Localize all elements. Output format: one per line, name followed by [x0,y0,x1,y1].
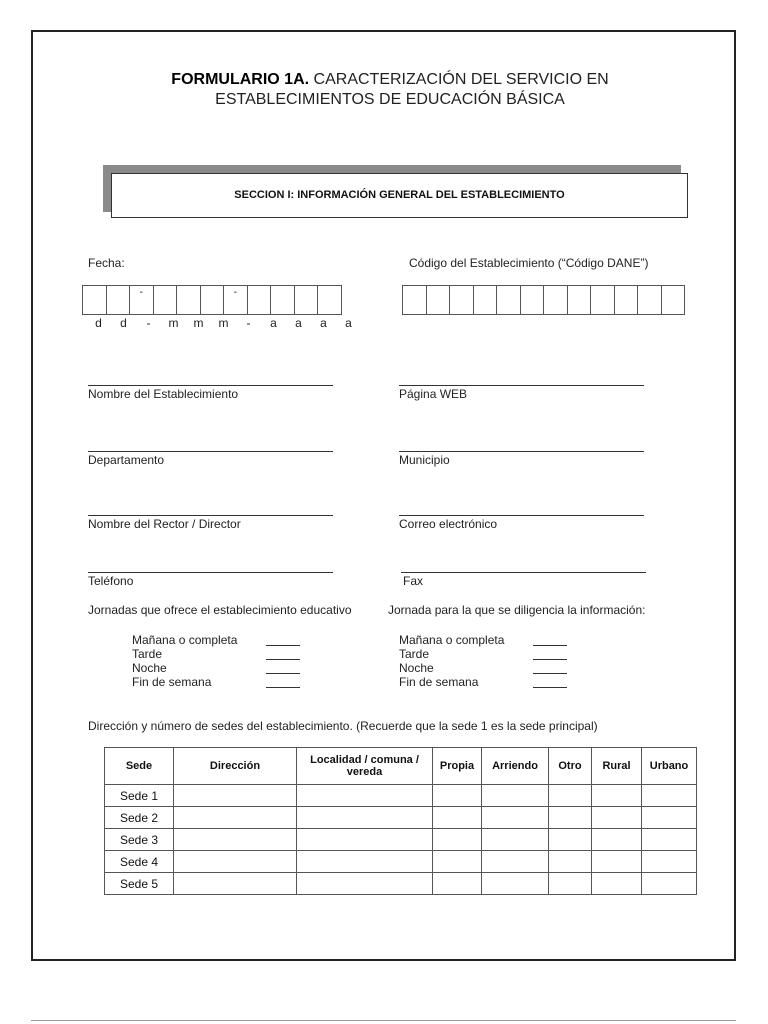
sede-label: Sede 3 [105,829,174,851]
table-cell[interactable] [549,807,592,829]
dane-code-box[interactable] [567,285,592,315]
column-header: Localidad / comuna / vereda [297,748,433,785]
municipio-label: Municipio [399,453,450,467]
fax-label: Fax [403,574,424,588]
table-cell[interactable] [297,829,433,851]
dane-code-box[interactable] [543,285,568,315]
table-cell[interactable] [482,785,549,807]
table-cell[interactable] [642,873,697,895]
table-cell[interactable] [592,785,642,807]
option-blank[interactable] [533,661,567,674]
section-heading: SECCION I: INFORMACIÓN GENERAL DEL ESTABLECIMIENTO [111,173,688,218]
form-title-prefix: FORMULARIO 1A. [171,71,310,88]
correo-label: Correo electrónico [399,517,498,531]
option-label: Tarde [399,647,430,661]
list-item [132,661,300,675]
table-row [105,807,697,829]
option-label: Tarde [132,647,163,661]
dane-code-box[interactable] [402,285,427,315]
date-format-char: a [320,316,327,330]
table-row [105,785,697,807]
option-blank[interactable] [533,675,567,688]
table-cell[interactable] [549,851,592,873]
table-row [105,829,697,851]
date-format-char: m [168,316,179,330]
list-item [399,661,567,675]
column-header: Dirección [174,748,297,785]
table-cell[interactable] [174,829,297,851]
table-cell[interactable] [297,851,433,873]
list-item [132,633,300,647]
option-label: Noche [132,661,167,675]
list-item [399,675,567,689]
option-label: Mañana o completa [132,633,238,647]
table-cell[interactable] [433,807,482,829]
date-format-char: - [146,316,151,330]
table-cell[interactable] [433,829,482,851]
dane-code-label: Código del Establecimiento (“Código DANE”) [409,256,649,270]
date-box[interactable] [200,285,225,315]
table-cell[interactable] [297,807,433,829]
table-cell[interactable] [592,829,642,851]
dane-code-box[interactable] [614,285,639,315]
telefono-label: Teléfono [88,574,134,588]
table-row [105,851,697,873]
date-box[interactable] [294,285,319,315]
jornadas-ofrece-list [132,633,300,689]
column-header: Arriendo [482,748,549,785]
dane-code-box[interactable] [496,285,521,315]
table-cell[interactable] [482,829,549,851]
table-cell[interactable] [642,829,697,851]
departamento-label: Departamento [88,453,165,467]
dane-code-box[interactable] [661,285,686,315]
date-box[interactable] [270,285,295,315]
option-blank[interactable] [266,633,300,646]
table-row [105,873,697,895]
table-cell[interactable] [297,873,433,895]
dane-code-boxes [402,285,685,315]
date-box[interactable] [153,285,178,315]
table-cell[interactable] [433,851,482,873]
option-label: Mañana o completa [399,633,505,647]
sedes-intro: Dirección y número de sedes del establecimiento. (Recuerde que la sede 1 es la sede principal) [88,719,598,733]
correo-line[interactable] [399,515,644,516]
list-item [399,647,567,661]
table-cell[interactable] [642,851,697,873]
option-blank[interactable] [266,647,300,660]
telefono-line[interactable] [88,572,333,573]
sede-label: Sede 2 [105,807,174,829]
date-format-char: a [295,316,302,330]
table-cell[interactable] [592,807,642,829]
municipio-line[interactable] [399,451,644,452]
form-title-line2: ESTABLECIMIENTOS DE EDUCACIÓN BÁSICA [215,91,565,108]
date-format-char: - [246,316,251,330]
table-cell[interactable] [592,851,642,873]
date-format-char: m [218,316,229,330]
dane-code-box[interactable] [426,285,451,315]
table-cell[interactable] [174,785,297,807]
dane-code-box[interactable] [449,285,474,315]
date-format-char: m [193,316,204,330]
sedes-table [104,747,697,895]
option-blank[interactable] [266,675,300,688]
date-box[interactable] [247,285,272,315]
nombre-establecimiento-label: Nombre del Establecimiento [88,387,239,401]
column-header: Otro [549,748,592,785]
column-header: Urbano [642,748,697,785]
sede-label: Sede 5 [105,873,174,895]
list-item [399,633,567,647]
dane-code-box[interactable] [520,285,545,315]
pagina-web-label: Página WEB [399,387,468,401]
pagina-web-line[interactable] [399,385,644,386]
column-header: Sede [105,748,174,785]
list-item [132,647,300,661]
column-header: Propia [433,748,482,785]
departamento-line[interactable] [88,451,333,452]
fax-line[interactable] [401,572,646,573]
table-cell[interactable] [482,807,549,829]
table-cell[interactable] [642,807,697,829]
date-box[interactable] [82,285,107,315]
date-separator-box: - [129,285,154,315]
date-box[interactable] [176,285,201,315]
dane-code-box[interactable] [637,285,662,315]
date-format-char: d [95,316,102,330]
table-cell[interactable] [592,873,642,895]
dane-code-box[interactable] [590,285,615,315]
dane-code-box[interactable] [473,285,498,315]
date-format-char: d [120,316,127,330]
table-cell[interactable] [433,873,482,895]
date-format-char: a [270,316,277,330]
jornada-diligencia-list [399,633,567,689]
list-item [132,675,300,689]
date-format-char: a [345,316,352,330]
nombre-establecimiento-line[interactable] [88,385,333,386]
option-label: Fin de semana [399,675,479,689]
option-blank[interactable] [266,661,300,674]
table-cell[interactable] [174,873,297,895]
date-label: Fecha: [88,256,125,270]
table-cell[interactable] [297,785,433,807]
date-format-hint [86,316,361,330]
option-blank[interactable] [533,633,567,646]
date-box[interactable] [317,285,342,315]
option-blank[interactable] [533,647,567,660]
jornada-diligencia-label: Jornada para la que se diligencia la información: [388,603,646,617]
sede-label: Sede 1 [105,785,174,807]
table-cell[interactable] [549,873,592,895]
form-title-line1: CARACTERIZACIÓN DEL SERVICIO EN [313,71,609,88]
form-title [90,70,690,110]
table-cell[interactable] [174,807,297,829]
table-cell[interactable] [433,785,482,807]
table-cell[interactable] [174,851,297,873]
column-header: Rural [592,748,642,785]
date-box[interactable] [106,285,131,315]
next-page-edge [31,1020,736,1021]
date-boxes [82,285,342,315]
table-cell[interactable] [642,785,697,807]
table-header-row [105,748,697,785]
date-separator-box: - [223,285,248,315]
sede-label: Sede 4 [105,851,174,873]
rector-line[interactable] [88,515,333,516]
rector-label: Nombre del Rector / Director [88,517,241,531]
table-cell[interactable] [549,785,592,807]
table-cell[interactable] [482,873,549,895]
option-label: Fin de semana [132,675,212,689]
option-label: Noche [399,661,434,675]
table-cell[interactable] [482,851,549,873]
jornadas-ofrece-label: Jornadas que ofrece el establecimiento educativo [88,603,352,617]
table-cell[interactable] [549,829,592,851]
